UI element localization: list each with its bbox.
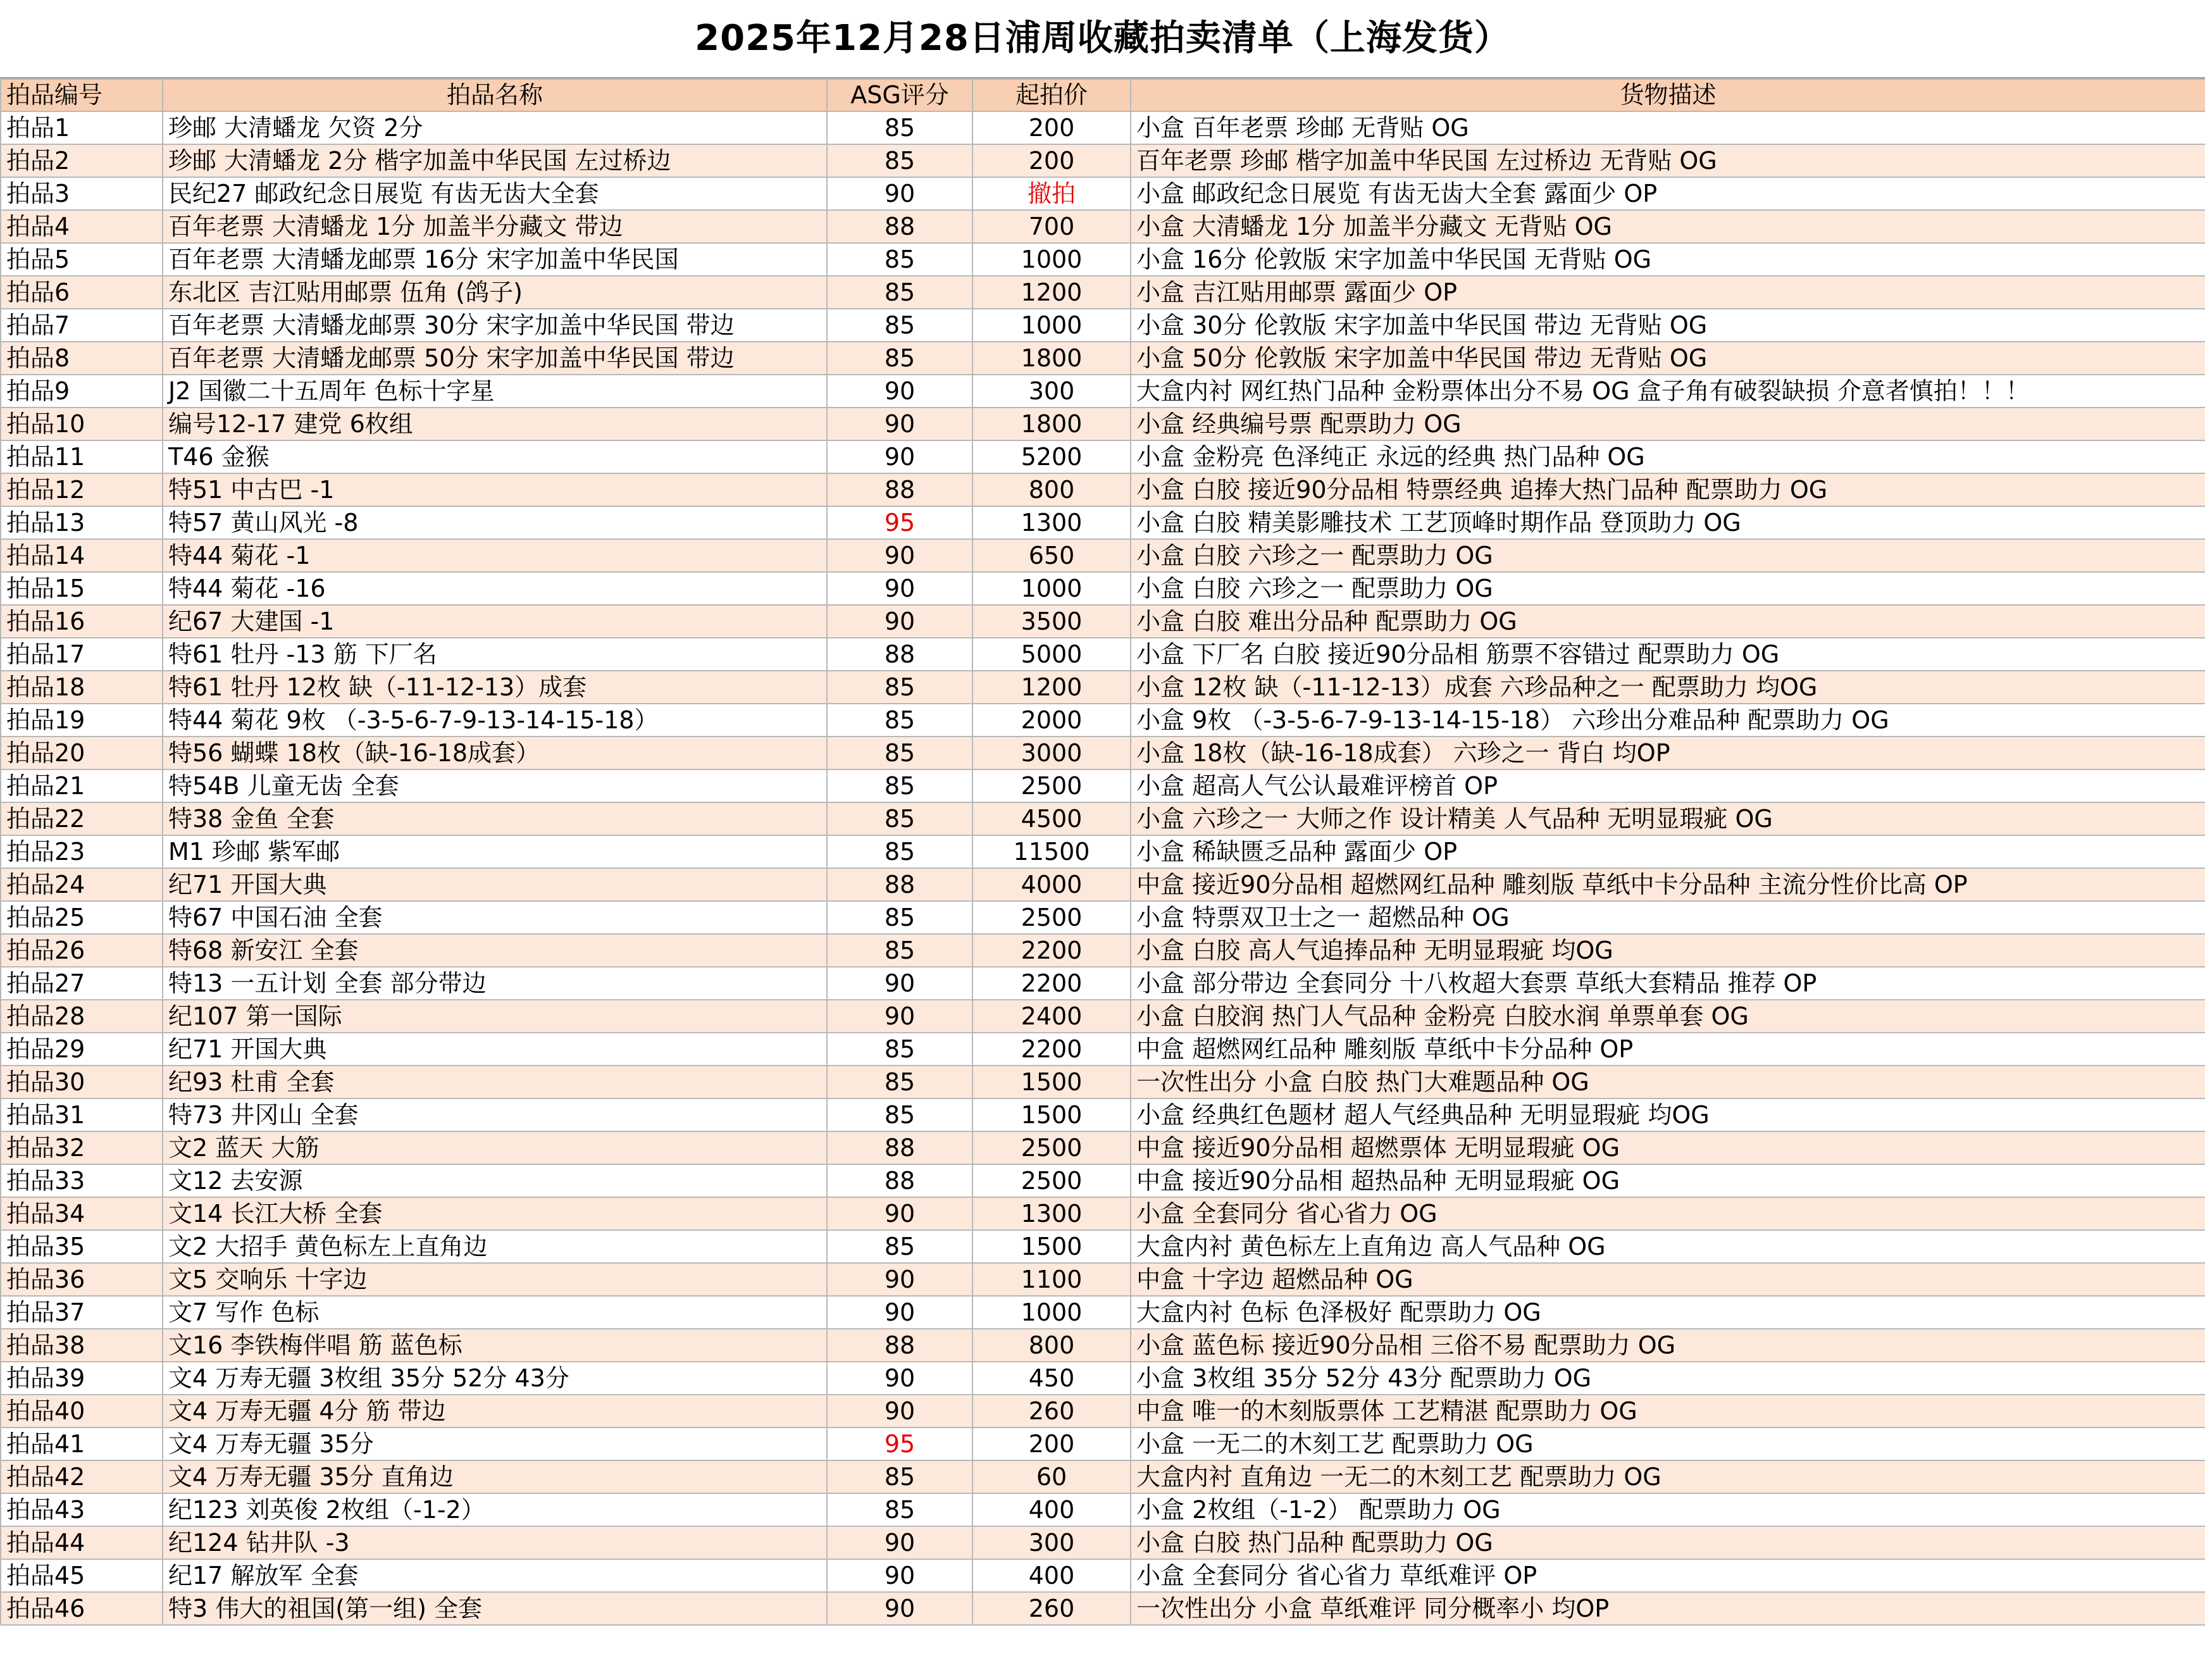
lot-name-cell: 特54B 儿童无齿 全套 [163, 769, 827, 802]
lot-id-cell: 拍品43 [1, 1493, 163, 1526]
lot-name-cell: 东北区 吉江贴用邮票 伍角 (鸽子) [163, 276, 827, 309]
description-cell: 小盒 30分 伦敦版 宋字加盖中华民国 带边 无背贴 OG [1131, 309, 2205, 342]
asg-score-cell: 88 [827, 1164, 972, 1197]
lot-name-cell: 百年老票 大清蟠龙邮票 16分 宋字加盖中华民国 [163, 243, 827, 276]
description-cell: 小盒 白胶 难出分品种 配票助力 OG [1131, 605, 2205, 638]
start-price-cell: 60 [972, 1460, 1131, 1493]
table-row[interactable] [1, 1263, 2205, 1296]
start-price-cell: 撤拍 [972, 177, 1131, 210]
asg-score-cell: 85 [827, 704, 972, 737]
description-cell: 一次性出分 小盒 白胶 热门大难题品种 OG [1131, 1066, 2205, 1098]
table-row[interactable] [1, 605, 2205, 638]
lot-name-cell: 特13 一五计划 全套 部分带边 [163, 967, 827, 1000]
lot-id-cell: 拍品15 [1, 572, 163, 605]
lot-id-cell: 拍品13 [1, 506, 163, 539]
asg-score-cell: 90 [827, 408, 972, 440]
table-row[interactable] [1, 1033, 2205, 1066]
start-price-cell: 200 [972, 111, 1131, 144]
start-price-cell: 400 [972, 1559, 1131, 1592]
description-cell: 小盒 部分带边 全套同分 十八枚超大套票 草纸大套精品 推荐 OP [1131, 967, 2205, 1000]
lot-id-cell: 拍品17 [1, 638, 163, 671]
description-cell: 小盒 16分 伦敦版 宋字加盖中华民国 无背贴 OG [1131, 243, 2205, 276]
start-price-cell: 1000 [972, 572, 1131, 605]
table-row[interactable] [1, 111, 2205, 144]
asg-score-cell: 85 [827, 737, 972, 769]
lot-name-cell: 文5 交响乐 十字边 [163, 1263, 827, 1296]
lot-name-cell: 文12 去安源 [163, 1164, 827, 1197]
description-cell: 小盒 吉江贴用邮票 露面少 OP [1131, 276, 2205, 309]
lot-id-cell: 拍品26 [1, 934, 163, 967]
lot-name-cell: 纪93 杜甫 全套 [163, 1066, 827, 1098]
asg-score-cell: 90 [827, 440, 972, 473]
col-header-name[interactable]: 拍品名称 [163, 79, 827, 111]
description-cell: 小盒 2枚组（-1-2） 配票助力 OG [1131, 1493, 2205, 1526]
asg-score-cell: 90 [827, 1592, 972, 1625]
lot-id-cell: 拍品36 [1, 1263, 163, 1296]
lot-name-cell: 文2 大招手 黄色标左上直角边 [163, 1230, 827, 1263]
lot-name-cell: 特68 新安江 全套 [163, 934, 827, 967]
lot-id-cell: 拍品44 [1, 1526, 163, 1559]
start-price-cell: 650 [972, 539, 1131, 572]
description-cell: 小盒 大清蟠龙 1分 加盖半分藏文 无背贴 OG [1131, 210, 2205, 243]
start-price-cell: 3500 [972, 605, 1131, 638]
lot-name-cell: 特57 黄山风光 -8 [163, 506, 827, 539]
asg-score-cell: 90 [827, 1526, 972, 1559]
asg-score-cell: 90 [827, 375, 972, 408]
col-header-price[interactable]: 起拍价 [972, 79, 1131, 111]
col-header-score[interactable]: ASG评分 [827, 79, 972, 111]
start-price-cell: 1300 [972, 506, 1131, 539]
lot-id-cell: 拍品19 [1, 704, 163, 737]
lot-name-cell: 纪71 开国大典 [163, 1033, 827, 1066]
lot-id-cell: 拍品12 [1, 473, 163, 506]
description-cell: 百年老票 珍邮 楷字加盖中华民国 左过桥边 无背贴 OG [1131, 144, 2205, 177]
table-row[interactable] [1, 375, 2205, 408]
start-price-cell: 1200 [972, 671, 1131, 704]
start-price-cell: 700 [972, 210, 1131, 243]
start-price-cell: 2000 [972, 704, 1131, 737]
asg-score-cell: 85 [827, 835, 972, 868]
table-row[interactable] [1, 342, 2205, 375]
lot-name-cell: 百年老票 大清蟠龙邮票 30分 宋字加盖中华民国 带边 [163, 309, 827, 342]
table-row[interactable] [1, 1296, 2205, 1329]
description-cell: 小盒 18枚（缺-16-18成套） 六珍之一 背白 均OP [1131, 737, 2205, 769]
table-row[interactable] [1, 1329, 2205, 1362]
start-price-cell: 300 [972, 1526, 1131, 1559]
table-row[interactable] [1, 1230, 2205, 1263]
start-price-cell: 1000 [972, 243, 1131, 276]
asg-score-cell: 85 [827, 342, 972, 375]
table-row[interactable] [1, 704, 2205, 737]
lot-id-cell: 拍品20 [1, 737, 163, 769]
lot-id-cell: 拍品41 [1, 1428, 163, 1460]
table-row[interactable] [1, 408, 2205, 440]
start-price-cell: 1500 [972, 1098, 1131, 1131]
lot-id-cell: 拍品33 [1, 1164, 163, 1197]
table-row[interactable] [1, 671, 2205, 704]
table-row[interactable] [1, 934, 2205, 967]
description-cell: 小盒 稀缺匮乏品种 露面少 OP [1131, 835, 2205, 868]
description-cell: 小盒 百年老票 珍邮 无背贴 OG [1131, 111, 2205, 144]
start-price-cell: 260 [972, 1395, 1131, 1428]
start-price-cell: 2500 [972, 901, 1131, 934]
table-row[interactable] [1, 1592, 2205, 1625]
table-row[interactable] [1, 769, 2205, 802]
table-row[interactable] [1, 1526, 2205, 1559]
description-cell: 小盒 白胶 接近90分品相 特票经典 追捧大热门品种 配票助力 OG [1131, 473, 2205, 506]
lot-name-cell: 文4 万寿无疆 35分 直角边 [163, 1460, 827, 1493]
description-cell: 中盒 接近90分品相 超热品种 无明显瑕疵 OG [1131, 1164, 2205, 1197]
description-cell: 小盒 12枚 缺（-11-12-13）成套 六珍品种之一 配票助力 均OG [1131, 671, 2205, 704]
start-price-cell: 1800 [972, 408, 1131, 440]
start-price-cell: 1100 [972, 1263, 1131, 1296]
start-price-cell: 800 [972, 473, 1131, 506]
description-cell: 小盒 50分 伦敦版 宋字加盖中华民国 带边 无背贴 OG [1131, 342, 2205, 375]
description-cell: 中盒 接近90分品相 超燃票体 无明显瑕疵 OG [1131, 1131, 2205, 1164]
asg-score-cell: 88 [827, 638, 972, 671]
table-row[interactable] [1, 144, 2205, 177]
lot-id-cell: 拍品35 [1, 1230, 163, 1263]
lot-id-cell: 拍品32 [1, 1131, 163, 1164]
lot-name-cell: 特61 牡丹 -13 筋 下厂名 [163, 638, 827, 671]
description-cell: 小盒 下厂名 白胶 接近90分品相 筋票不容错过 配票助力 OG [1131, 638, 2205, 671]
description-cell: 小盒 经典红色题材 超人气经典品种 无明显瑕疵 均OG [1131, 1098, 2205, 1131]
start-price-cell: 5200 [972, 440, 1131, 473]
lot-id-cell: 拍品3 [1, 177, 163, 210]
asg-score-cell: 85 [827, 1493, 972, 1526]
lot-name-cell: M1 珍邮 紫军邮 [163, 835, 827, 868]
lot-name-cell: 文14 长江大桥 全套 [163, 1197, 827, 1230]
lot-name-cell: 纪71 开国大典 [163, 868, 827, 901]
asg-score-cell: 85 [827, 111, 972, 144]
start-price-cell: 200 [972, 144, 1131, 177]
asg-score-cell: 90 [827, 1362, 972, 1395]
description-cell: 一次性出分 小盒 草纸难评 同分概率小 均OP [1131, 1592, 2205, 1625]
lot-name-cell: 特56 蝴蝶 18枚（缺-16-18成套） [163, 737, 827, 769]
lot-name-cell: 特38 金鱼 全套 [163, 802, 827, 835]
description-cell: 小盒 全套同分 省心省力 草纸难评 OP [1131, 1559, 2205, 1592]
asg-score-cell: 85 [827, 1460, 972, 1493]
table-row[interactable] [1, 835, 2205, 868]
lot-name-cell: 纪124 钻井队 -3 [163, 1526, 827, 1559]
asg-score-cell: 95 [827, 506, 972, 539]
lot-name-cell: 特73 井冈山 全套 [163, 1098, 827, 1131]
table-row[interactable] [1, 638, 2205, 671]
lot-name-cell: 纪123 刘英俊 2枚组（-1-2） [163, 1493, 827, 1526]
asg-score-cell: 85 [827, 901, 972, 934]
lot-id-cell: 拍品27 [1, 967, 163, 1000]
header-row [1, 79, 2205, 111]
lot-name-cell: 编号12-17 建党 6枚组 [163, 408, 827, 440]
lot-id-cell: 拍品6 [1, 276, 163, 309]
asg-score-cell: 90 [827, 605, 972, 638]
description-cell: 小盒 一无二的木刻工艺 配票助力 OG [1131, 1428, 2205, 1460]
lot-id-cell: 拍品40 [1, 1395, 163, 1428]
start-price-cell: 11500 [972, 835, 1131, 868]
table-row[interactable] [1, 868, 2205, 901]
asg-score-cell: 90 [827, 1263, 972, 1296]
lot-name-cell: 百年老票 大清蟠龙邮票 50分 宋字加盖中华民国 带边 [163, 342, 827, 375]
asg-score-cell: 88 [827, 868, 972, 901]
start-price-cell: 1000 [972, 1296, 1131, 1329]
start-price-cell: 4500 [972, 802, 1131, 835]
asg-score-cell: 85 [827, 802, 972, 835]
table-row[interactable] [1, 1428, 2205, 1460]
lot-id-cell: 拍品42 [1, 1460, 163, 1493]
asg-score-cell: 85 [827, 1230, 972, 1263]
lot-name-cell: 特61 牡丹 12枚 缺（-11-12-13）成套 [163, 671, 827, 704]
lot-name-cell: 珍邮 大清蟠龙 2分 楷字加盖中华民国 左过桥边 [163, 144, 827, 177]
table-row[interactable] [1, 276, 2205, 309]
lot-name-cell: 文4 万寿无疆 35分 [163, 1428, 827, 1460]
asg-score-cell: 85 [827, 769, 972, 802]
asg-score-cell: 90 [827, 1000, 972, 1033]
table-row[interactable] [1, 1362, 2205, 1395]
lot-name-cell: T46 金猴 [163, 440, 827, 473]
lot-name-cell: 百年老票 大清蟠龙 1分 加盖半分藏文 带边 [163, 210, 827, 243]
start-price-cell: 2200 [972, 1033, 1131, 1066]
lot-name-cell: 文4 万寿无疆 3枚组 35分 52分 43分 [163, 1362, 827, 1395]
asg-score-cell: 88 [827, 473, 972, 506]
table-row[interactable] [1, 1098, 2205, 1131]
lot-name-cell: 特51 中古巴 -1 [163, 473, 827, 506]
asg-score-cell: 88 [827, 1329, 972, 1362]
table-row[interactable] [1, 1000, 2205, 1033]
start-price-cell: 2500 [972, 1131, 1131, 1164]
description-cell: 小盒 超高人气公认最难评榜首 OP [1131, 769, 2205, 802]
lot-id-cell: 拍品7 [1, 309, 163, 342]
table-row[interactable] [1, 440, 2205, 473]
start-price-cell: 2500 [972, 1164, 1131, 1197]
asg-score-cell: 90 [827, 1559, 972, 1592]
lot-name-cell: 特44 菊花 9枚 （-3-5-6-7-9-13-14-15-18） [163, 704, 827, 737]
lot-id-cell: 拍品4 [1, 210, 163, 243]
description-cell: 中盒 十字边 超燃品种 OG [1131, 1263, 2205, 1296]
table-row[interactable] [1, 473, 2205, 506]
lot-name-cell: 文7 写作 色标 [163, 1296, 827, 1329]
table-body [1, 111, 2205, 1625]
start-price-cell: 800 [972, 1329, 1131, 1362]
table-row[interactable] [1, 243, 2205, 276]
start-price-cell: 2500 [972, 769, 1131, 802]
description-cell: 小盒 全套同分 省心省力 OG [1131, 1197, 2205, 1230]
lot-id-cell: 拍品22 [1, 802, 163, 835]
table-row[interactable] [1, 1131, 2205, 1164]
description-cell: 小盒 金粉亮 色泽纯正 永远的经典 热门品种 OG [1131, 440, 2205, 473]
asg-score-cell: 90 [827, 539, 972, 572]
description-cell: 小盒 经典编号票 配票助力 OG [1131, 408, 2205, 440]
table-row[interactable] [1, 737, 2205, 769]
lot-name-cell: 特3 伟大的祖国(第一组) 全套 [163, 1592, 827, 1625]
start-price-cell: 1000 [972, 309, 1131, 342]
asg-score-cell: 85 [827, 309, 972, 342]
asg-score-cell: 90 [827, 177, 972, 210]
table-row[interactable] [1, 1395, 2205, 1428]
start-price-cell: 1200 [972, 276, 1131, 309]
description-cell: 小盒 白胶润 热门人气品种 金粉亮 白胶水润 单票单套 OG [1131, 1000, 2205, 1033]
lot-id-cell: 拍品21 [1, 769, 163, 802]
start-price-cell: 1300 [972, 1197, 1131, 1230]
start-price-cell: 1500 [972, 1066, 1131, 1098]
lot-id-cell: 拍品8 [1, 342, 163, 375]
table-row[interactable] [1, 309, 2205, 342]
lot-id-cell: 拍品30 [1, 1066, 163, 1098]
lot-name-cell: 民纪27 邮政纪念日展览 有齿无齿大全套 [163, 177, 827, 210]
col-header-id[interactable]: 拍品编号 [1, 79, 163, 111]
asg-score-cell: 85 [827, 934, 972, 967]
start-price-cell: 3000 [972, 737, 1131, 769]
description-cell: 小盒 六珍之一 大师之作 设计精美 人气品种 无明显瑕疵 OG [1131, 802, 2205, 835]
description-cell: 大盒内衬 色标 色泽极好 配票助力 OG [1131, 1296, 2205, 1329]
description-cell: 小盒 白胶 六珍之一 配票助力 OG [1131, 572, 2205, 605]
asg-score-cell: 85 [827, 671, 972, 704]
lot-id-cell: 拍品2 [1, 144, 163, 177]
table-row[interactable] [1, 967, 2205, 1000]
lot-id-cell: 拍品1 [1, 111, 163, 144]
description-cell: 大盒内衬 黄色标左上直角边 高人气品种 OG [1131, 1230, 2205, 1263]
table-row[interactable] [1, 572, 2205, 605]
start-price-cell: 5000 [972, 638, 1131, 671]
asg-score-cell: 85 [827, 243, 972, 276]
asg-score-cell: 85 [827, 1066, 972, 1098]
lot-id-cell: 拍品46 [1, 1592, 163, 1625]
lot-id-cell: 拍品38 [1, 1329, 163, 1362]
lot-id-cell: 拍品9 [1, 375, 163, 408]
lot-id-cell: 拍品45 [1, 1559, 163, 1592]
description-cell: 小盒 9枚 （-3-5-6-7-9-13-14-15-18） 六珍出分难品种 配票助力 OG [1131, 704, 2205, 737]
lot-name-cell: 纪17 解放军 全套 [163, 1559, 827, 1592]
lot-id-cell: 拍品28 [1, 1000, 163, 1033]
asg-score-cell: 85 [827, 1033, 972, 1066]
description-cell: 小盒 白胶 热门品种 配票助力 OG [1131, 1526, 2205, 1559]
lot-name-cell: 纪107 第一国际 [163, 1000, 827, 1033]
lot-id-cell: 拍品37 [1, 1296, 163, 1329]
col-header-desc[interactable]: 货物描述 [1131, 79, 2205, 111]
table-row[interactable] [1, 1197, 2205, 1230]
table-row[interactable] [1, 1460, 2205, 1493]
table-row[interactable] [1, 539, 2205, 572]
start-price-cell: 2200 [972, 934, 1131, 967]
description-cell: 小盒 白胶 高人气追捧品种 无明显瑕疵 均OG [1131, 934, 2205, 967]
asg-score-cell: 88 [827, 1131, 972, 1164]
description-cell: 大盒内衬 网红热门品种 金粉票体出分不易 OG 盒子角有破裂缺损 介意者慎拍！！！ [1131, 375, 2205, 408]
description-cell: 中盒 超燃网红品种 雕刻版 草纸中卡分品种 OP [1131, 1033, 2205, 1066]
lot-id-cell: 拍品39 [1, 1362, 163, 1395]
lot-name-cell: 纪67 大建国 -1 [163, 605, 827, 638]
table-row[interactable] [1, 802, 2205, 835]
start-price-cell: 4000 [972, 868, 1131, 901]
asg-score-cell: 90 [827, 1197, 972, 1230]
asg-score-cell: 90 [827, 1296, 972, 1329]
lot-name-cell: 特67 中国石油 全套 [163, 901, 827, 934]
lot-name-cell: 特44 菊花 -1 [163, 539, 827, 572]
asg-score-cell: 85 [827, 276, 972, 309]
description-cell: 中盒 接近90分品相 超燃网红品种 雕刻版 草纸中卡分品种 主流分性价比高 OP [1131, 868, 2205, 901]
lot-name-cell: 文16 李铁梅伴唱 筋 蓝色标 [163, 1329, 827, 1362]
start-price-cell: 400 [972, 1493, 1131, 1526]
lot-id-cell: 拍品34 [1, 1197, 163, 1230]
asg-score-cell: 88 [827, 210, 972, 243]
start-price-cell: 2200 [972, 967, 1131, 1000]
table-row[interactable] [1, 506, 2205, 539]
lot-id-cell: 拍品5 [1, 243, 163, 276]
lot-id-cell: 拍品14 [1, 539, 163, 572]
start-price-cell: 2400 [972, 1000, 1131, 1033]
start-price-cell: 260 [972, 1592, 1131, 1625]
table-row[interactable] [1, 1493, 2205, 1526]
description-cell: 小盒 蓝色标 接近90分品相 三俗不易 配票助力 OG [1131, 1329, 2205, 1362]
lot-id-cell: 拍品10 [1, 408, 163, 440]
start-price-cell: 1500 [972, 1230, 1131, 1263]
lot-id-cell: 拍品23 [1, 835, 163, 868]
description-cell: 大盒内衬 直角边 一无二的木刻工艺 配票助力 OG [1131, 1460, 2205, 1493]
asg-score-cell: 90 [827, 572, 972, 605]
asg-score-cell: 85 [827, 144, 972, 177]
asg-score-cell: 95 [827, 1428, 972, 1460]
lot-id-cell: 拍品24 [1, 868, 163, 901]
lot-id-cell: 拍品29 [1, 1033, 163, 1066]
description-cell: 小盒 白胶 六珍之一 配票助力 OG [1131, 539, 2205, 572]
table-row[interactable] [1, 1066, 2205, 1098]
table-row[interactable] [1, 210, 2205, 243]
lot-name-cell: 特44 菊花 -16 [163, 572, 827, 605]
lot-name-cell: 珍邮 大清蟠龙 欠资 2分 [163, 111, 827, 144]
description-cell: 小盒 3枚组 35分 52分 43分 配票助力 OG [1131, 1362, 2205, 1395]
start-price-cell: 450 [972, 1362, 1131, 1395]
table-row[interactable] [1, 177, 2205, 210]
lot-name-cell: 文4 万寿无疆 4分 筋 带边 [163, 1395, 827, 1428]
description-cell: 小盒 邮政纪念日展览 有齿无齿大全套 露面少 OP [1131, 177, 2205, 210]
asg-score-cell: 90 [827, 1395, 972, 1428]
lot-id-cell: 拍品18 [1, 671, 163, 704]
start-price-cell: 200 [972, 1428, 1131, 1460]
table-row[interactable] [1, 1164, 2205, 1197]
table-row[interactable] [1, 901, 2205, 934]
table-row[interactable] [1, 1559, 2205, 1592]
description-cell: 小盒 特票双卫士之一 超燃品种 OG [1131, 901, 2205, 934]
asg-score-cell: 85 [827, 1098, 972, 1131]
description-cell: 小盒 白胶 精美影雕技术 工艺顶峰时期作品 登顶助力 OG [1131, 506, 2205, 539]
start-price-cell: 1800 [972, 342, 1131, 375]
description-cell: 中盒 唯一的木刻版票体 工艺精湛 配票助力 OG [1131, 1395, 2205, 1428]
lot-name-cell: 文2 蓝天 大筋 [163, 1131, 827, 1164]
auction-table [0, 78, 2205, 1626]
sheet-title: 2025年12月28日浦周收藏拍卖清单（上海发货） [0, 0, 2205, 78]
lot-id-cell: 拍品31 [1, 1098, 163, 1131]
lot-id-cell: 拍品11 [1, 440, 163, 473]
lot-id-cell: 拍品25 [1, 901, 163, 934]
lot-id-cell: 拍品16 [1, 605, 163, 638]
start-price-cell: 300 [972, 375, 1131, 408]
lot-name-cell: J2 国徽二十五周年 色标十字星 [163, 375, 827, 408]
asg-score-cell: 90 [827, 967, 972, 1000]
